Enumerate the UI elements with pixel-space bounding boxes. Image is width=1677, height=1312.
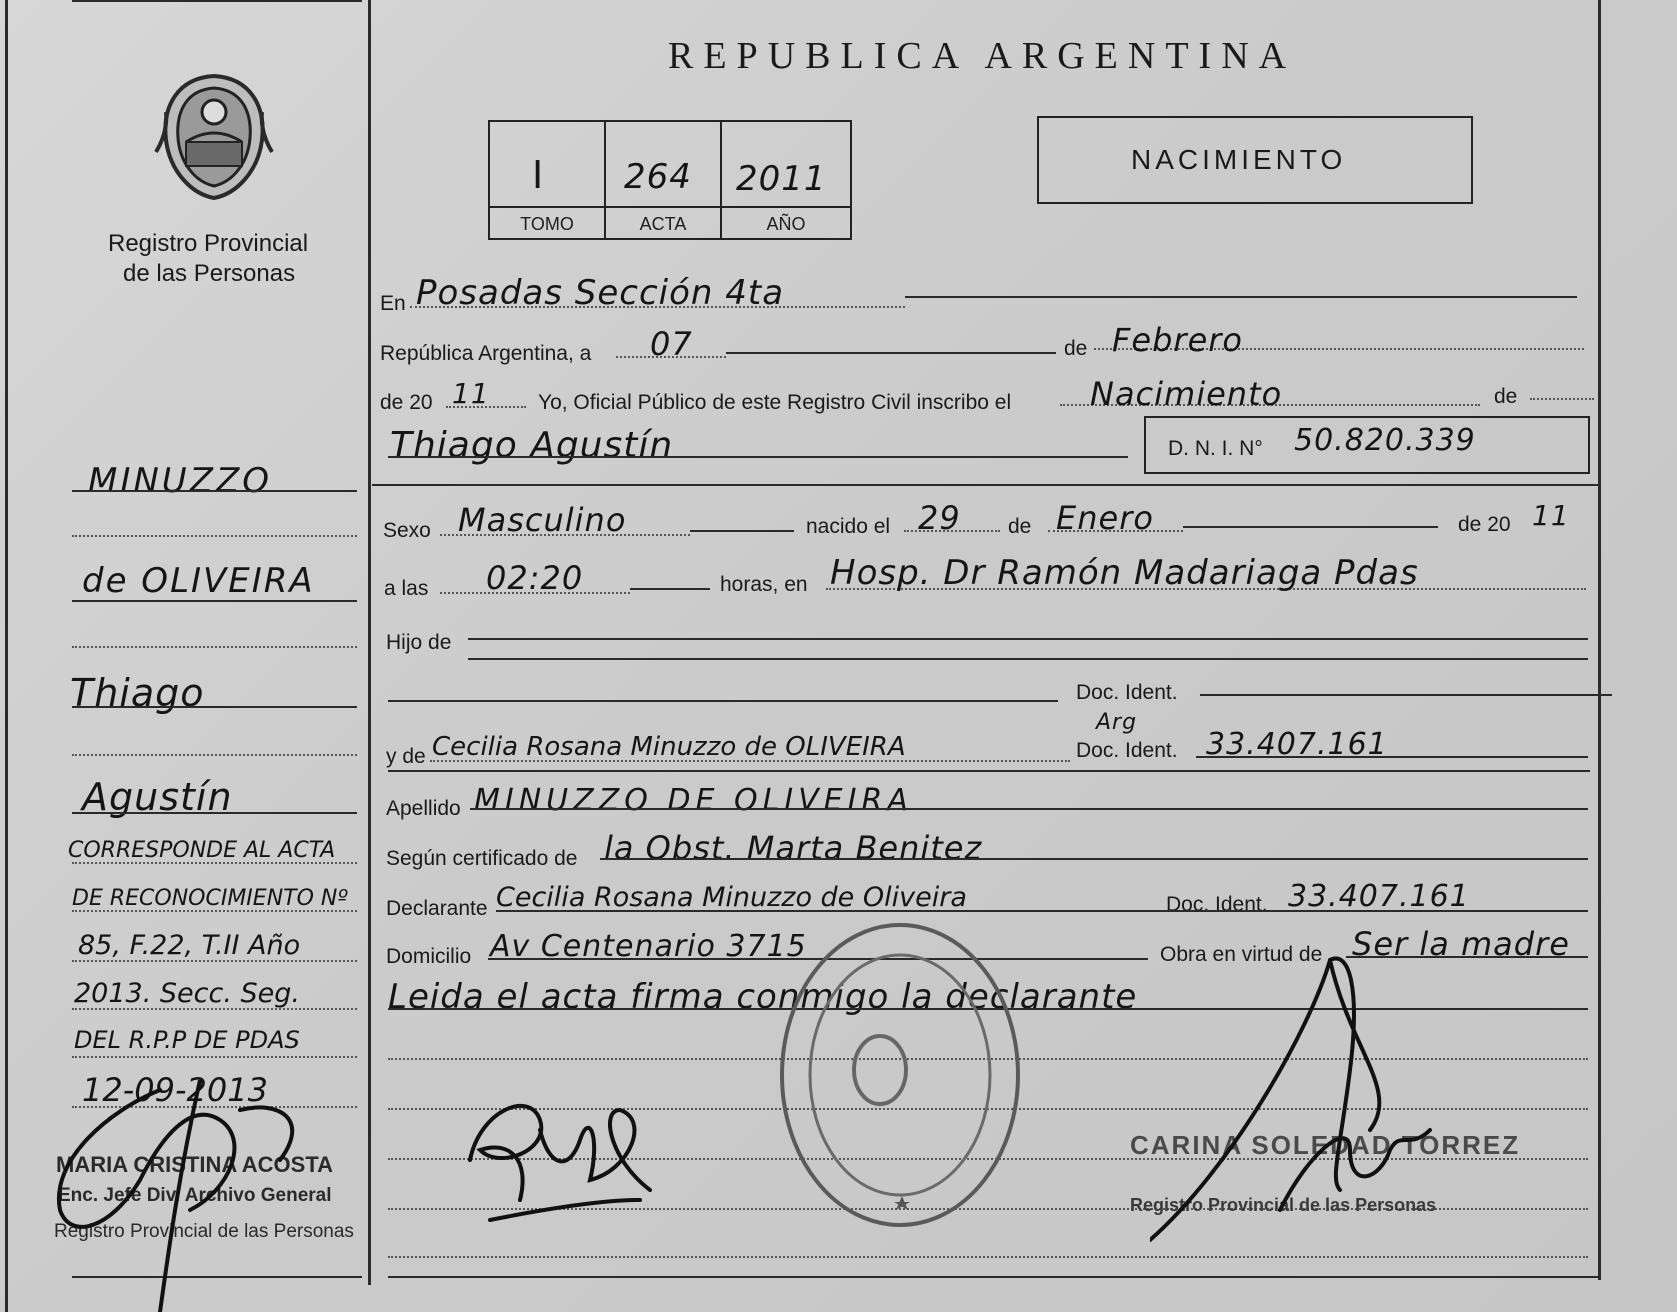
margin-note-line-1: CORRESPONDE AL ACTA [68,838,336,863]
margin-stamp-title: Enc. Jefe Div. Archivo General [58,1185,332,1206]
declarante-label: Declarante [386,897,488,920]
margin-stamp-name: MARIA CRISTINA ACOSTA [56,1152,334,1177]
acta-value: 264 [624,157,692,197]
hijo-de-label: Hijo de [386,631,452,654]
margin-nombre1: Thiago [70,671,205,715]
registry-name-line2: de las Personas [123,260,296,287]
sexo-label: Sexo [383,519,431,542]
margin-line-1 [72,490,357,492]
record-number-box [488,120,852,240]
en-line-solid [905,296,1577,298]
declarant-signature-icon [450,1050,720,1240]
registry-name-line1: Registro Provincial [108,230,309,257]
margin-line-3 [72,600,357,602]
cierre-value: Leida el acta firma conmigo la declarante [388,977,1138,1017]
anio-value: 2011 [736,159,827,199]
margin-line-4 [72,646,357,648]
margin-stamp-registry: Registro Provincial de las Personas [54,1221,354,1242]
sexo-value: Masculino [458,501,627,539]
margin-line-12 [72,1056,357,1058]
anio-suffix-line [446,406,526,408]
domicilio-value: Av Centenario 3715 [490,929,807,964]
margin-line-6 [72,754,357,756]
de-final-label: de [1494,385,1518,408]
hora-value: 02:20 [486,559,584,597]
horas-en-label: horas, en [720,573,808,596]
box-row-divider [490,206,850,208]
lugar-nac-value: Hosp. Dr Ramón Madariaga Pdas [830,553,1419,593]
madre-doc-note: Arg [1096,710,1138,735]
top-margin-line [72,0,362,2]
mes-nac-line-solid [1183,526,1438,528]
acta-label: ACTA [639,214,687,234]
mes-value: Febrero [1112,321,1243,359]
right-border-line [1598,0,1601,1280]
nombre-value: Thiago Agustín [390,425,674,466]
margin-signature-icon [50,1080,340,1312]
republica-label: República Argentina, a [380,342,592,365]
official-name-stamp: CARINA SOLEDAD TORREZ [1130,1130,1521,1160]
madre-doc-line [1196,756,1588,758]
record-type-box [1037,116,1473,204]
tomo-cell [490,122,606,238]
official-signature-icon [1150,950,1450,1250]
margin-apellido1: MINUZZO [88,461,273,501]
anio-cell [722,122,852,238]
domicilio-label: Domicilio [386,945,472,968]
margin-line-10 [72,960,357,962]
margin-note-line-4: 2013. Secc. Seg. [74,978,300,1009]
dia-value: 07 [650,325,693,363]
madre-doc-value: 33.407.161 [1206,727,1388,762]
de-anio-label: de 20 [380,391,433,414]
doc-ident-padre-label: Doc. Ident. [1076,681,1178,704]
acta-cell [606,122,722,238]
dni-box [1144,416,1590,474]
left-border-line [5,0,8,1312]
en-label: En [380,292,406,315]
anio-label: AÑO [766,214,806,234]
margin-note-line-6: 12-09-2013 [82,1071,268,1109]
dni-value: 50.820.339 [1294,423,1476,458]
hijo-de-line2 [468,658,1588,660]
certificado-line [600,858,1588,860]
margin-note-line-2: DE RECONOCIMIENTO Nº [72,886,348,911]
nacido-label: nacido el [806,515,891,538]
padre-line [388,700,1058,702]
certificado-value: la Obst. Marta Benitez [604,829,983,867]
round-official-seal-icon [770,910,1030,1240]
madre-value: Cecilia Rosana Minuzzo de OLIVEIRA [432,732,906,762]
acto-value: Nacimiento [1090,375,1283,413]
anio-suffix-value: 11 [452,377,490,410]
tomo-value: I [532,153,545,197]
declarante-value: Cecilia Rosana Minuzzo de Oliveira [496,882,967,913]
margin-note-line-3: 85, F.22, T.II Año [78,930,301,961]
margin-line-9 [72,910,357,912]
y-de-label: y de [386,745,426,768]
record-type-label: NACIMIENTO [1131,144,1347,175]
apellido-label: Apellido [386,797,461,820]
tomo-label: TOMO [520,214,574,234]
a-las-label: a las [384,577,429,600]
de-final-line [1530,398,1594,400]
doc-padre-line [1200,694,1612,696]
obra-label: Obra en virtud de [1160,943,1323,966]
de-anio2-label: de 20 [1458,513,1511,536]
margin-apellido2: de OLIVEIRA [82,561,315,601]
country-title: REPUBLICA ARGENTINA [668,35,1297,77]
hijo-de-line [468,638,1588,640]
doc-ident-madre-label: Doc. Ident. [1076,739,1178,762]
blank-row-5 [388,1256,1588,1258]
nombre-line [388,456,1128,458]
madre-doc-line2 [388,770,1590,772]
dia-nac-value: 29 [918,499,961,537]
dni-label: D. N. I. N° [1168,437,1263,460]
margin-line-7 [72,812,357,814]
margin-nombre2: Agustín [82,775,233,819]
declarante-doc-value: 33.407.161 [1288,879,1470,914]
apellido-line [470,808,1588,810]
margin-note-line-5: DEL R.P.P DE PDAS [74,1026,300,1054]
column-divider-line [368,0,371,1285]
dia-line-solid [726,352,1056,354]
de-dia-label: de [1008,515,1032,538]
doc-ident-declarante-label: Doc. Ident. [1166,893,1268,916]
de-mes-label: de [1064,337,1088,360]
apellido-value: MINUZZO DE OLIVEIRA [474,783,913,818]
sexo-line-solid [690,530,794,532]
margin-line-2 [72,535,357,537]
mes-nac-value: Enero [1056,499,1154,537]
madre-line [430,760,1070,762]
section-divider [372,484,1598,486]
official-registry-stamp: Registro Provincial de las Personas [1130,1195,1437,1215]
margin-line-11 [72,1008,357,1010]
oficial-label: Yo, Oficial Público de este Registro Civil inscribo el [538,391,1012,414]
obra-value: Ser la madre [1352,925,1570,963]
misiones-coat-of-arms-icon [148,72,280,204]
bottom-line-right [388,1276,1600,1278]
margin-line-8 [72,862,357,864]
lugar-value: Posadas Sección 4ta [416,273,785,313]
margin-line-5 [72,706,357,708]
hora-line-solid [630,588,710,590]
anio-nac-suffix: 11 [1532,499,1570,532]
segun-label: Según certificado de [386,847,578,870]
declarante-line [496,910,1588,912]
